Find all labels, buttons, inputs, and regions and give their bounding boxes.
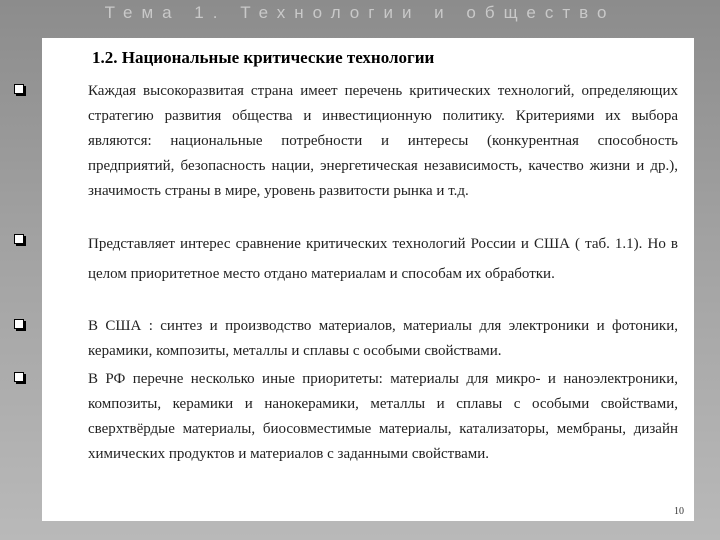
page-number: 10: [674, 506, 684, 517]
bullet-text: Представляет интерес сравнение критических технологий России и США ( таб. 1.1). Но в целом приоритетное место отдано материалам и способам их обработки.: [88, 236, 678, 282]
checkbox-bullet-icon: [14, 319, 24, 329]
checkbox-bullet-icon: [14, 234, 24, 244]
bullet-text: В США : синтез и производство материалов, материалы для электроники и фотоники, керамики, композиты, металлы и сплавы с особыми свойствами.: [88, 318, 678, 359]
checkbox-bullet-icon: [14, 84, 24, 94]
topic-header: Тема 1. Технологии и общество: [104, 3, 616, 22]
checkbox-bullet-icon: [14, 372, 24, 382]
list-item: [14, 314, 678, 364]
bullet-text: Каждая высокоразвитая страна имеет перечень критических технологий, определяющих стратегию развития общества и инвестиционную политику. Критериями их выбора являются: национальные потребности и интересы (конкурентная способность предприятий, безопасность нации, энергетическая независимость, качество жизни и др.), значимость страны в мире, уровень развитости рынка и т.д.: [88, 83, 678, 199]
bullet-text: В РФ перечне несколько иные приоритеты: материалы для микро- и наноэлектроники, композиты, керамики и нанокерамики, металлы и сплавы с особыми свойствами, сверхтвёрдые материалы, биосовместимые материалы, катализаторы, мембраны, дизайн химических продуктов и материалов с заданными свойствами.: [88, 371, 678, 462]
list-item: [14, 79, 678, 204]
slide-title: 1.2. Национальные критические технологии: [92, 48, 435, 67]
list-item: [14, 229, 678, 289]
list-item: [14, 367, 678, 467]
slide-panel: [42, 38, 694, 521]
